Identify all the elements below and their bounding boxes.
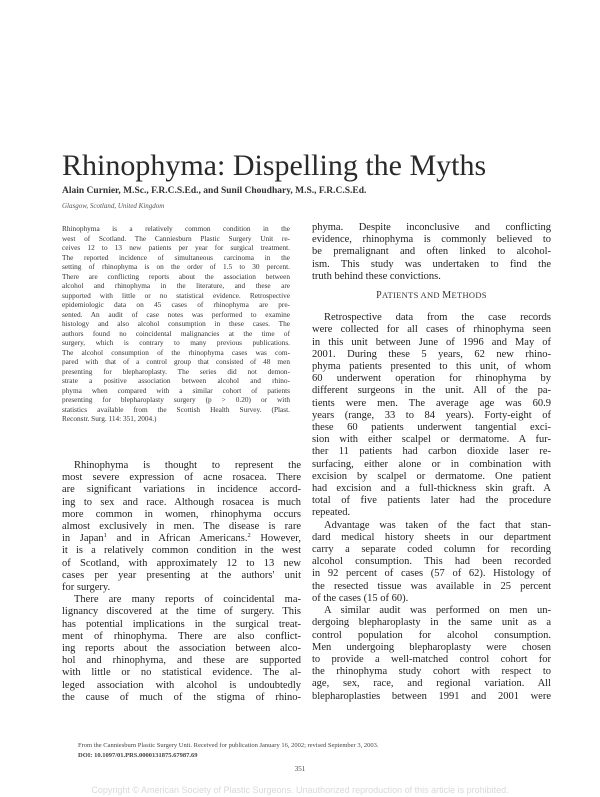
author-affiliation: Glasgow, Scotland, United Kingdom — [62, 202, 165, 210]
body-line: evidence, rhinophyma is commonly believed to — [312, 234, 551, 246]
article-title: Rhinophyma: Dispelling the Myths — [62, 149, 487, 182]
heading-text: ATIENTS AND — [382, 290, 443, 301]
body-line: tients were men. The average age was 60.9 — [312, 397, 551, 409]
body-line: be premalignant and often linked to alcohol- — [312, 246, 551, 258]
received-dates: From the Canniesburn Plastic Surgery Unit. Received for publication January 16, 2002; revised September 3, 2003. — [78, 742, 379, 749]
body-line: the rhinophyma study cohort with respect to — [312, 666, 551, 678]
body-line: Men undergoing blepharoplasty were chosen — [312, 641, 551, 653]
abstract — [62, 224, 290, 424]
abstract-line: setting of rhinophyma is on the order of 1.5 to 30 percent. — [62, 262, 290, 271]
abstract-line: alcohol and rhinophyma in the literature, and these are — [62, 281, 290, 290]
body-line: Advantage was taken of the fact that stan- — [324, 519, 551, 531]
abstract-line: presenting for blepharoplasty surgery (p > 0.20) or with — [62, 395, 290, 404]
body-line: most severe expression of acne rosacea. There — [62, 472, 301, 484]
abstract-line: supported with little or no statistical evidence. Retrospective — [62, 290, 290, 300]
heading-text: ETHODS — [451, 290, 487, 301]
abstract-line: strate a positive association between alcohol and rhino- — [62, 376, 290, 385]
body-line: cases per year presenting at the authors' unit — [62, 569, 301, 581]
body-line: for surgery. — [62, 582, 111, 594]
body-line: Rhinophyma is thought to represent the — [74, 460, 301, 471]
body-text: However, — [250, 533, 302, 545]
body-line: leged association with alcohol is undoubtedly — [62, 679, 301, 691]
heading-initial: M — [442, 290, 452, 302]
body-line: There are many reports of coincidental ma- — [74, 594, 301, 606]
body-line: total of five patients later had the procedure — [312, 495, 551, 507]
body-line: the resected tissue was available in 25 percent — [312, 580, 551, 592]
body-line: in this unit between June of 1996 and May of — [312, 336, 551, 348]
body-line: with little or no statistical evidence. The al- — [62, 667, 301, 679]
body-line: ther 11 patients had carbon dioxide laser re- — [312, 446, 551, 458]
body-line: alcohol consumption. This had been recorded — [312, 556, 551, 568]
reference-superscript: 2 — [247, 532, 251, 540]
abstract-line: histology and also alcohol consumption in these cases. The — [62, 319, 290, 328]
body-line: phyma patients presented to this unit, of whom — [312, 361, 551, 373]
body-line: in 92 percent of cases (57 of 62). Histology of — [312, 568, 551, 580]
body-line: ment of rhinophyma. There are also conflict- — [62, 630, 301, 642]
abstract-line: authors found no coincidental malignancies at the time of — [62, 328, 290, 338]
body-line: A similar audit was performed on men un- — [324, 605, 551, 617]
body-line: Retrospective data from the case records — [324, 312, 551, 324]
body-line: had excision and a full-thickness skin graft. A — [312, 483, 551, 495]
body-line: has potential implications in the surgical treat- — [62, 618, 301, 630]
abstract-line: surgery, which is contrary to many previous publications. — [62, 338, 290, 347]
body-column-right — [312, 222, 551, 703]
body-line: 60 underwent operation for rhinophyma by — [312, 373, 551, 385]
abstract-line: sented. An audit of case notes was performed to examine — [62, 309, 290, 319]
body-line: it is a relatively common condition in the west — [62, 545, 301, 557]
body-line: lignancy discovered at the time of surgery. This — [62, 606, 301, 618]
abstract-line: pared with that of a control group that consisted of 48 men — [62, 357, 290, 366]
body-text: and in African Americans. — [106, 533, 248, 545]
body-line: 2001. During these 5 years, 62 new rhino- — [312, 348, 551, 360]
heading-initial: P — [376, 290, 383, 302]
body-line: to provide a well-matched control cohort for — [312, 653, 551, 665]
body-line: blepharoplasties between 1991 and 2001 were — [312, 690, 551, 702]
abstract-line: The reported incidence of simultaneous carcinoma in the — [62, 252, 290, 262]
body-line-with-references — [62, 533, 301, 545]
body-line: more common in women, rhinophyma occurs — [62, 508, 301, 520]
abstract-line: Reconstr. Surg. 114: 351, 2004.) — [62, 414, 157, 423]
body-line: dergoing blepharoplasty in the same unit as a — [312, 617, 551, 629]
doi: DOI: 10.1097/01.PRS.0000131875.67987.69 — [78, 752, 198, 759]
body-line: dard medical history sheets in our department — [312, 531, 551, 543]
abstract-line: west of Scotland. The Canniesburn Plastic Surgery Unit re- — [62, 233, 290, 243]
body-column-left — [62, 460, 301, 704]
body-line: are significant variations in incidence accord- — [62, 484, 301, 496]
page-number: 351 — [294, 765, 306, 773]
abstract-line: Rhinophyma is a relatively common condition in the — [62, 224, 290, 233]
abstract-line: phyma when compared with a similar cohort of patients — [62, 385, 290, 395]
body-line: of Scotland, with approximately 12 to 13 new — [62, 557, 301, 569]
body-line: age, sex, race, and regional variation. All — [312, 678, 551, 690]
reference-superscript: 1 — [103, 532, 107, 540]
abstract-line: presenting for blepharoplasty. The series did not demon- — [62, 366, 290, 376]
body-line: truth behind these convictions. — [312, 270, 441, 282]
body-line: sion with either scalpel or dermatome. A fur- — [312, 434, 551, 446]
body-line: control population for alcohol consumption. — [312, 629, 551, 641]
body-line: these 60 patients underwent tangential exci- — [312, 422, 551, 434]
copyright-watermark: Copyright © American Society of Plastic Surgeons. Unauthorized reproduction of this article is prohibited. — [91, 785, 509, 795]
abstract-line: There are conflicting reports about the association between — [62, 271, 290, 281]
body-line: carry a separate coded column for recording — [312, 544, 551, 556]
body-line: almost exclusively in men. The disease is rare — [62, 521, 301, 533]
body-line: the cause of much of the stigma of rhino- — [62, 691, 301, 703]
body-line: repeated. — [312, 507, 351, 519]
abstract-line: epidemiologic data on 45 cases of rhinophyma are pre- — [62, 300, 290, 309]
body-line: ing to sex and race. Although rosacea is much — [62, 496, 301, 508]
body-line: ism. This study was undertaken to find the — [312, 258, 551, 270]
body-line: were collected for all cases of rhinophyma seen — [312, 324, 551, 336]
body-line: of the cases (15 of 60). — [312, 592, 409, 604]
abstract-line: statistics available from the Scottish Health Survey. (Plast. — [62, 404, 290, 414]
abstract-line: ceives 12 to 13 new patients per year for surgical treatment. — [62, 243, 290, 252]
body-text: in Japan — [62, 533, 104, 545]
footnote — [78, 741, 558, 761]
body-line: years (range, 33 to 84 years). Forty-eight of — [312, 409, 551, 421]
body-line: ing reports about the association between alco- — [62, 643, 301, 655]
body-line: phyma. Despite inconclusive and conflicting — [312, 222, 551, 233]
body-line: hol and rhinophyma, and these are supported — [62, 655, 301, 667]
body-line: different surgeons in the unit. All of the pa- — [312, 385, 551, 397]
abstract-line: The alcohol consumption of the rhinophyma cases was com- — [62, 347, 290, 357]
body-line: excision by scalpel or dermatome. One patient — [312, 470, 551, 482]
article-authors: Alain Curnier, M.Sc., F.R.C.S.Ed., and Sunil Choudhary, M.S., F.R.C.S.Ed. — [62, 186, 367, 196]
body-line: surfacing, either alone or in combination with — [312, 458, 551, 470]
section-heading — [312, 289, 551, 302]
